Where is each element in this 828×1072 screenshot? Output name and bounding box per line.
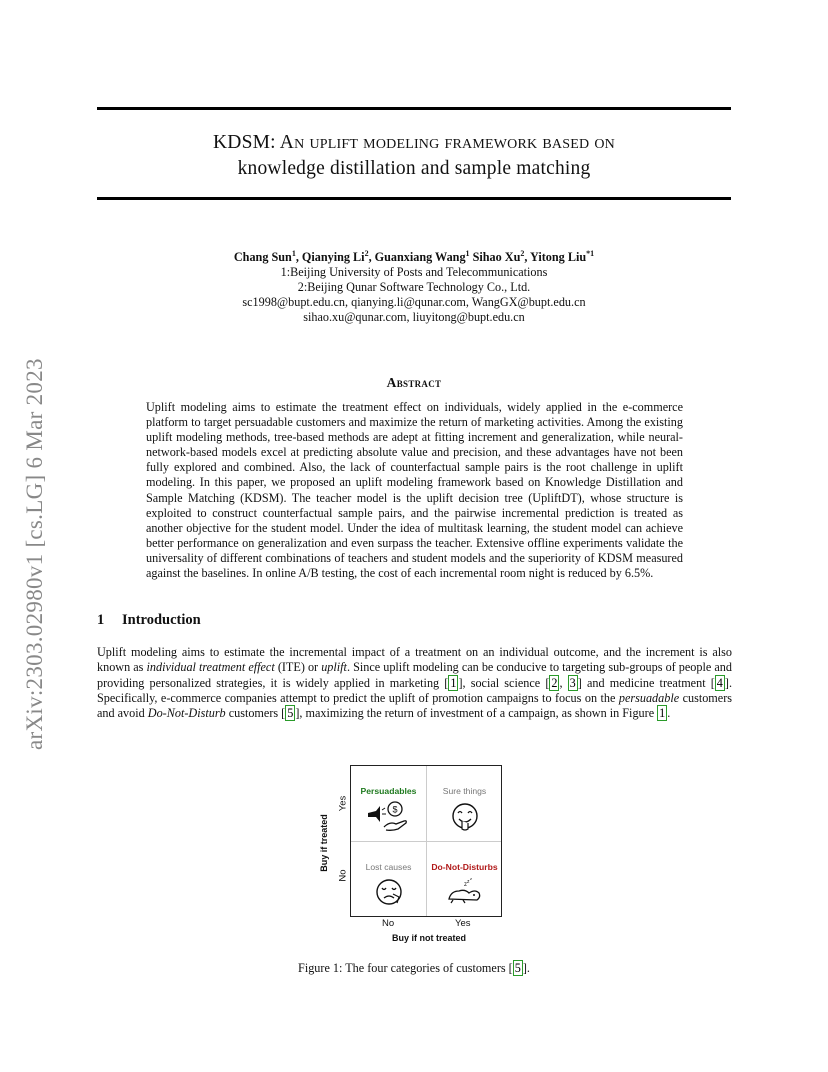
caption-text: Figure 1: The four categories of customers [: [298, 961, 513, 975]
y-axis-no-label: No: [337, 869, 349, 882]
author-1: Chang Sun: [233, 250, 292, 265]
intro-text: customers [: [225, 706, 286, 721]
quadrant-do-not-disturbs: [427, 842, 502, 917]
intro-text: Uplift modeling aims to estimate the incremental impact of a treatment on an individual outcome, and the increment is also known as: [97, 645, 732, 675]
citation-link-5[interactable]: 5: [287, 706, 294, 721]
figure-caption: [97, 961, 731, 976]
abstract-heading: Abstract: [386, 375, 442, 390]
quadrant-sure-things: [427, 766, 502, 841]
quadrant-label-lost-causes: Lost causes: [365, 862, 412, 872]
quadrant-lost-causes: [351, 842, 426, 917]
author-sep: ,: [524, 250, 531, 265]
intro-paragraph: [97, 645, 732, 721]
title-top-rule: [97, 107, 731, 110]
intro-text: ]. Specifically, e-commerce companies attempt to predict the uplift of promotion campaigns to focus on the: [97, 675, 732, 705]
author-2: Qianying Li: [301, 250, 365, 265]
megaphone-money-hand-icon: [366, 799, 412, 833]
title-line-1: [97, 132, 731, 154]
quadrant-label-persuadables: Persuadables: [360, 786, 417, 796]
author-5: Yitong Liu: [530, 250, 587, 265]
intro-text: ] and medicine treatment [: [577, 675, 715, 690]
citation-link-2[interactable]: 2: [551, 675, 558, 690]
author-3: Guanxiang Wang: [374, 250, 466, 265]
abstract-text: Uplift modeling aims to estimate the treatment effect on individuals, widely applied in the e-commerce platform to target persuadable customers and maximize the return of marketing activities. Among the existing uplift modeling methods, tree-based methods are adept at fitting increment and generalization, while neural-network-based models excel at predicting absolute value and precision, and these advantages have not been fully explored and combined. Also, the lack of counterfactual sample pairs is the root challenge in uplift modeling. In this paper, we proposed an uplift modeling framework based on Knowledge Distillation and Sample Matching (KDSM). The teacher model is the uplift decision tree (UpliftDT), whose structure is exploited to construct counterfactual sample pairs, and the pairwise incremental prediction is treated as another objective for the student model. Under the idea of multitask learning, the student model can achieve better performance on generalization and even surpass the teacher. Extensive offline experiments validate the universality of different combinations of teachers and student models and the superiority of KDSM measured against the baselines. In online A/B testing, the cost of each incremental room night is reduced by 6.5%.: [146, 400, 683, 581]
author-2-affil: 2: [364, 249, 369, 258]
author-5-affil: *1: [586, 249, 595, 258]
caption-citation-link[interactable]: 5: [514, 961, 521, 975]
x-axis-yes-label: Yes: [455, 918, 471, 929]
citation-link-3[interactable]: 3: [569, 675, 576, 690]
title-bottom-rule: [97, 197, 731, 200]
quadrant-persuadables: [351, 766, 426, 841]
citation-link-1[interactable]: 1: [450, 675, 457, 690]
y-axis-yes-label: Yes: [337, 795, 349, 812]
svg-text:z: z: [466, 879, 469, 885]
author-block: [97, 246, 731, 325]
sleeping-dog-icon: [443, 875, 487, 905]
title-line-1-start: KDSM: A: [213, 132, 295, 153]
affiliation-2: 2:Beijing Qunar Software Technology Co., Ltd.: [297, 280, 531, 295]
author-sep: ,: [295, 250, 302, 265]
title-line-2: knowledge distillation and sample matching: [237, 158, 591, 179]
author-4: Sihao Xu: [472, 250, 521, 265]
title-line-1-rest: n uplift modeling framework based on: [294, 132, 615, 153]
x-axis-title: Buy if not treated: [392, 933, 467, 943]
emails-line-1: sc1998@bupt.edu.cn, qianying.li@qunar.com, WangGX@bupt.edu.cn: [242, 295, 586, 310]
intro-text: . Since uplift modeling can be conducive to targeting sub-groups of people and providing personalized strategies, it is widely applied in marketing [: [97, 660, 732, 690]
intro-text: ], social science [: [458, 675, 550, 690]
figure-1-customer-quadrants: [318, 762, 518, 947]
author-1-affil: 1: [291, 249, 296, 258]
section-title: Introduction: [122, 612, 201, 628]
quadrant-grid: [350, 765, 502, 917]
figure-link-1[interactable]: 1: [659, 706, 666, 721]
intro-term-persuadable: persuadable: [618, 690, 680, 705]
y-axis-title: Buy if treated: [319, 814, 329, 872]
intro-text: (ITE) or: [274, 660, 322, 675]
emails-line-2: sihao.xu@qunar.com, liuyitong@bupt.edu.cn: [303, 310, 525, 325]
x-axis-no-label: No: [382, 918, 395, 929]
svg-text:$: $: [391, 804, 398, 815]
intro-term-do-not-disturb: Do-Not-Disturb: [147, 706, 226, 721]
affiliation-1: 1:Beijing University of Posts and Telecommunications: [280, 265, 548, 280]
arxiv-identifier: arXiv:2303.02980v1 [cs.LG] 6 Mar 2023: [22, 358, 47, 750]
section-heading: [97, 612, 201, 629]
intro-text: ,: [559, 675, 568, 690]
citation-link-4[interactable]: 4: [716, 675, 723, 690]
paper-title: [97, 132, 731, 154]
intro-text: ], maximizing the return of investment of a campaign, as shown in Figure: [295, 706, 658, 721]
author-sep: ,: [368, 250, 375, 265]
intro-text: customers and avoid: [97, 690, 733, 721]
sad-face-icon: [372, 875, 406, 909]
quadrant-label-sure-things: Sure things: [442, 786, 487, 796]
svg-text:z: z: [469, 876, 472, 881]
author-4-affil: 2: [520, 249, 525, 258]
intro-text: .: [667, 706, 671, 721]
author-3-affil: 1: [465, 249, 470, 258]
intro-term-uplift: uplift: [321, 660, 347, 675]
quadrant-label-do-not-disturbs: Do-Not-Disturbs: [431, 862, 498, 872]
intro-term-ite: individual treatment effect: [146, 660, 275, 675]
smiling-face-icon: [448, 799, 482, 833]
svg-text:z: z: [463, 882, 467, 888]
caption-text-end: ].: [522, 961, 530, 975]
section-number: 1: [97, 612, 105, 628]
author-names: [97, 246, 731, 265]
